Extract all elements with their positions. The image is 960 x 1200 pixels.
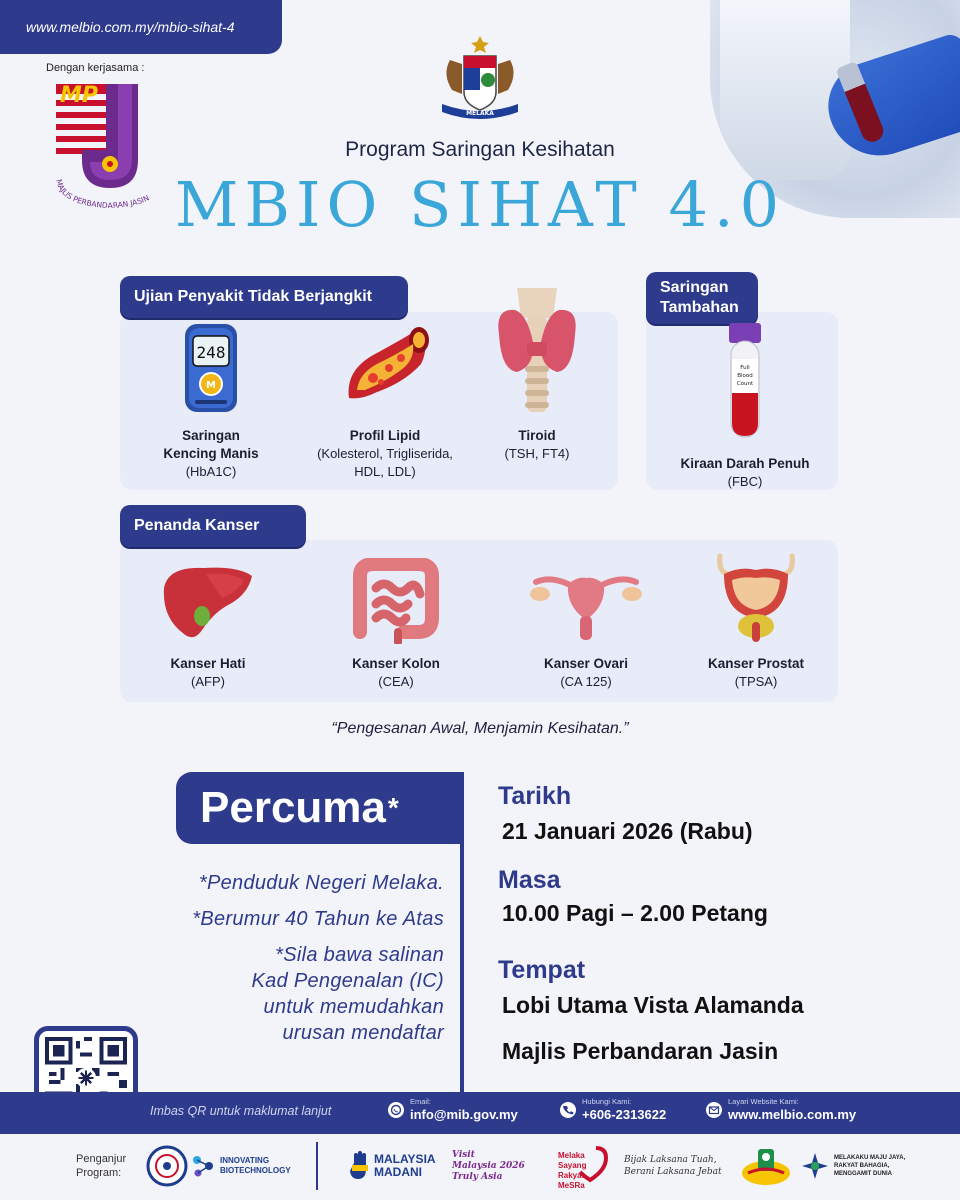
test-colon (316, 558, 476, 691)
melaka-emblem-icon (740, 1143, 792, 1189)
svg-text:Full: Full (740, 365, 750, 371)
ovary-icon (526, 558, 646, 644)
test-ovary-name: Kanser Ovari (543, 656, 629, 671)
test-thyroid-name: Tiroid (518, 428, 556, 443)
sponsor-melaka-logo (740, 1143, 792, 1189)
time-label: Masa (498, 866, 561, 894)
sponsor-innovating-text: INNOVATING BIOTECHNOLOGY (220, 1156, 291, 1175)
test-diabetes-name: Saringan Kencing Manis (163, 428, 259, 461)
program-title: MBIO SIHAT 4.0 (174, 168, 786, 241)
venue-label: Tempat (498, 956, 586, 984)
svg-text:248: 248 (196, 343, 226, 362)
test-lipid (300, 320, 470, 481)
test-fbc-code: (FBC) (727, 474, 763, 489)
sponsor-visit-text: Visit Malaysia 2026 Truly Asia (452, 1149, 525, 1182)
email-label: Email: (410, 1097, 431, 1106)
sponsor-seal-logo (146, 1143, 188, 1189)
section-divider (460, 772, 464, 1092)
ncd-tag: Ujian Penyakit Tidak Berjangkit (120, 276, 408, 318)
test-prostate-code: (TPSA) (734, 674, 778, 689)
thyroid-icon (487, 286, 587, 416)
sponsor-madani-logo (350, 1143, 436, 1189)
test-colon-code: (CEA) (378, 674, 414, 689)
hand-icon (350, 1151, 370, 1181)
phone-icon (560, 1102, 576, 1118)
sponsor-motto-text: Bijak Laksana Tuah, Berani Laksana Jebat (624, 1155, 722, 1177)
organiser-label: Penganjur Program: (76, 1153, 127, 1179)
website-url[interactable]: www.melbio.com.my/mbio-sihat-4 (26, 19, 235, 35)
sponsor-mesra-logo (556, 1143, 612, 1189)
free-label: Percuma (200, 783, 386, 832)
venue-line2: Majlis Perbandaran Jasin (502, 1038, 779, 1064)
test-liver-code: (AFP) (191, 674, 225, 689)
svg-text:Blood: Blood (737, 373, 753, 379)
test-lipid-name: Profil Lipid (349, 428, 421, 443)
test-fbc (660, 322, 830, 491)
extra-tag (646, 272, 758, 324)
test-fbc-name: Kiraan Darah Penuh (680, 456, 810, 471)
condition-age: *Berumur 40 Tahun ke Atas (192, 908, 444, 930)
svg-text:Count: Count (736, 381, 754, 387)
contact-email[interactable] (388, 1097, 518, 1123)
prostate-icon (706, 552, 806, 644)
website-url-banner[interactable] (0, 0, 282, 54)
svg-text:M: M (206, 380, 216, 391)
blood-tube-icon (695, 322, 795, 444)
venue-line1: Lobi Utama Vista Alamanda (502, 992, 804, 1018)
date-label: Tarikh (498, 782, 572, 810)
qr-scan-hint: Imbas QR untuk maklumat lanjut (150, 1104, 332, 1118)
sponsor-divider (316, 1142, 318, 1190)
extra-tag-line1: Saringan (660, 279, 729, 296)
time-value: 10.00 Pagi – 2.00 Petang (502, 900, 768, 926)
email-link[interactable]: info@mib.gov.my (410, 1107, 518, 1122)
condition-ic: *Sila bawa salinan Kad Pengenalan (IC) untuk memudahkan urusan mendaftar (251, 944, 444, 1044)
molecule-icon (190, 1153, 216, 1179)
state-crest (430, 34, 530, 122)
cancer-tag: Penanda Kanser (120, 505, 306, 547)
test-diabetes (126, 320, 296, 481)
test-liver (128, 558, 288, 691)
partner-label: Dengan kerjasama : (46, 62, 145, 74)
test-ovary-code: (CA 125) (560, 674, 612, 689)
artery-icon (335, 320, 435, 416)
star-burst-icon (800, 1151, 830, 1181)
sponsor-mesra-text: Melaka Sayang Rakyat MeSRa (558, 1151, 587, 1190)
mail-icon (706, 1102, 722, 1118)
test-prostate-name: Kanser Prostat (707, 656, 805, 671)
web-link[interactable]: www.melbio.com.my (728, 1107, 857, 1122)
test-liver-name: Kanser Hati (170, 656, 246, 671)
extra-tag-line2: Tambahan (660, 299, 739, 316)
svg-text:MELAKA: MELAKA (466, 110, 494, 117)
free-badge (176, 772, 464, 844)
test-thyroid (452, 286, 622, 463)
whatsapp-icon (388, 1102, 404, 1118)
contact-website[interactable] (706, 1097, 856, 1123)
test-prostate (676, 552, 836, 691)
test-diabetes-code: (HbA1C) (185, 464, 237, 479)
test-lipid-code: (Kolesterol, Trigliserida, HDL, LDL) (317, 446, 453, 479)
phone-link[interactable]: +606-2313622 (582, 1107, 667, 1122)
sponsor-slogan-logo (800, 1143, 905, 1189)
tagline-quote: “Pengesanan Awal, Menjamin Kesihatan.” (331, 720, 629, 737)
condition-resident: *Penduduk Negeri Melaka. (198, 872, 444, 894)
contact-phone[interactable] (560, 1097, 666, 1123)
glucometer-icon (161, 320, 261, 416)
svg-text:MAJLIS PERBANDARAN JASIN: MAJLIS PERBANDARAN JASIN (54, 178, 151, 211)
program-subtitle: Program Saringan Kesihatan (345, 138, 615, 161)
free-star: * (387, 792, 399, 823)
sponsor-motto (624, 1143, 722, 1189)
test-colon-name: Kanser Kolon (352, 656, 440, 671)
sponsor-slogan-text: MELAKAKU MAJU JAYA, RAKYAT BAHAGIA, MENGGAMIT DUNIA (834, 1155, 906, 1177)
liver-icon (158, 558, 258, 644)
svg-text:MP: MP (60, 83, 99, 108)
sponsor-madani-text: MALAYSIA MADANI (374, 1152, 436, 1179)
sponsor-visit-logo (452, 1143, 525, 1189)
sponsor-innovating-logo (190, 1143, 291, 1189)
test-thyroid-code: (TSH, FT4) (504, 446, 570, 461)
web-label: Layari Website Kami: (728, 1097, 799, 1106)
test-ovary (506, 558, 666, 691)
colon-icon (346, 558, 446, 644)
date-value: 21 Januari 2026 (Rabu) (502, 818, 753, 844)
phone-label: Hubungi Kami: (582, 1097, 632, 1106)
